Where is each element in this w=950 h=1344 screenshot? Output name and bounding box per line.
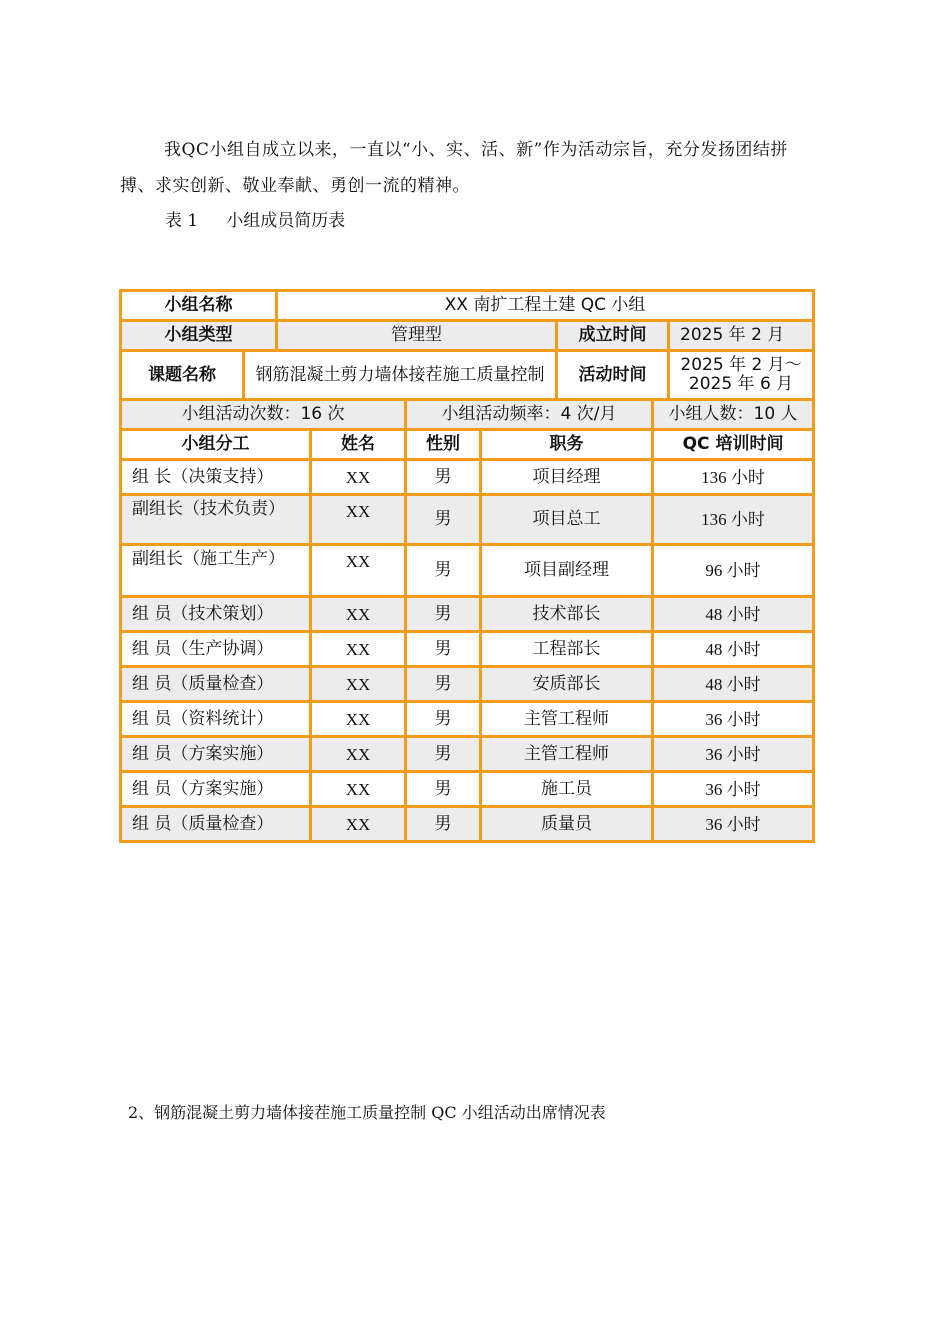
row-stats (121, 400, 814, 430)
header-gender: 性别 (406, 430, 481, 460)
member-training: 48 小时 (653, 597, 814, 632)
member-gender: 男 (406, 597, 481, 632)
header-training: QC 培训时间 (653, 430, 814, 460)
member-name: XX (311, 737, 406, 772)
table-row (121, 545, 814, 597)
table-row (121, 460, 814, 495)
member-role: 副组长（施工生产） (121, 545, 311, 597)
member-gender: 男 (406, 807, 481, 842)
member-position: 施工员 (481, 772, 653, 807)
header-role: 小组分工 (121, 430, 311, 460)
member-count: 小组人数：10 人 (653, 400, 814, 430)
activity-count: 小组活动次数：16 次 (121, 400, 406, 430)
table-row (121, 807, 814, 842)
member-training: 48 小时 (653, 632, 814, 667)
member-position: 主管工程师 (481, 737, 653, 772)
member-gender: 男 (406, 495, 481, 545)
header-name: 姓名 (311, 430, 406, 460)
member-name: XX (311, 460, 406, 495)
member-gender: 男 (406, 702, 481, 737)
member-training: 36 小时 (653, 702, 814, 737)
table-row (121, 737, 814, 772)
member-gender: 男 (406, 737, 481, 772)
table-row (121, 772, 814, 807)
member-training: 36 小时 (653, 737, 814, 772)
group-type-label: 小组类型 (121, 321, 277, 351)
activity-frequency: 小组活动频率：4 次/月 (406, 400, 653, 430)
period-value-end: 2025 年 6 月 (688, 374, 794, 394)
group-type-value: 管理型 (277, 321, 557, 351)
member-role: 副组长（技术负责） (121, 495, 311, 545)
caption-title: 小组成员简历表 (226, 211, 346, 231)
row-group-name (121, 291, 814, 321)
member-role: 组 员（生产协调） (121, 632, 311, 667)
member-gender: 男 (406, 632, 481, 667)
group-name-value: XX 南扩工程土建 QC 小组 (277, 291, 814, 321)
founded-value: 2025 年 2 月 (669, 321, 814, 351)
member-role: 组 员（质量检查） (121, 807, 311, 842)
member-name: XX (311, 495, 406, 545)
table-row (121, 632, 814, 667)
member-gender: 男 (406, 460, 481, 495)
member-name: XX (311, 667, 406, 702)
member-training: 136 小时 (653, 460, 814, 495)
row-topic (121, 351, 814, 400)
period-label: 活动时间 (557, 351, 669, 400)
member-position: 安质部长 (481, 667, 653, 702)
table-caption (165, 206, 345, 236)
section-heading-attendance: 2、钢筋混凝土剪力墙体接茬施工质量控制 QC 小组活动出席情况表 (128, 1103, 606, 1122)
member-role: 组 员（质量检查） (121, 667, 311, 702)
header-position: 职务 (481, 430, 653, 460)
header-row (121, 430, 814, 460)
founded-label: 成立时间 (557, 321, 669, 351)
member-role: 组 员（方案实施） (121, 737, 311, 772)
member-position: 技术部长 (481, 597, 653, 632)
member-gender: 男 (406, 667, 481, 702)
member-gender: 男 (406, 772, 481, 807)
intro-paragraph: 我QC小组自成立以来，一直以“小、实、活、新”作为活动宗旨，充分发扬团结拼搏、求实创新、敬业奉献、勇创一流的精神。 (120, 140, 788, 196)
member-role: 组 长（决策支持） (121, 460, 311, 495)
member-position: 质量员 (481, 807, 653, 842)
member-name: XX (311, 772, 406, 807)
member-name: XX (311, 545, 406, 597)
table-row (121, 495, 814, 545)
period-value-start: 2025 年 2 月～ (680, 355, 802, 375)
table-row (121, 702, 814, 737)
topic-value: 钢筋混凝土剪力墙体接茬施工质量控制 (244, 351, 557, 400)
member-table (119, 289, 815, 843)
member-position: 主管工程师 (481, 702, 653, 737)
group-name-label: 小组名称 (121, 291, 277, 321)
table-row (121, 597, 814, 632)
member-role: 组 员（技术策划） (121, 597, 311, 632)
member-role: 组 员（资料统计） (121, 702, 311, 737)
member-name: XX (311, 632, 406, 667)
member-rows (121, 460, 814, 842)
member-position: 项目总工 (481, 495, 653, 545)
topic-label: 课题名称 (121, 351, 244, 400)
member-role: 组 员（方案实施） (121, 772, 311, 807)
member-name: XX (311, 597, 406, 632)
period-value (669, 351, 814, 400)
member-gender: 男 (406, 545, 481, 597)
member-training: 36 小时 (653, 772, 814, 807)
member-training: 48 小时 (653, 667, 814, 702)
member-name: XX (311, 702, 406, 737)
member-position: 项目经理 (481, 460, 653, 495)
member-position: 项目副经理 (481, 545, 653, 597)
caption-label: 表 1 (165, 211, 199, 231)
member-name: XX (311, 807, 406, 842)
table-row (121, 667, 814, 702)
row-group-type (121, 321, 814, 351)
member-training: 36 小时 (653, 807, 814, 842)
member-training: 136 小时 (653, 495, 814, 545)
member-position: 工程部长 (481, 632, 653, 667)
member-training: 96 小时 (653, 545, 814, 597)
